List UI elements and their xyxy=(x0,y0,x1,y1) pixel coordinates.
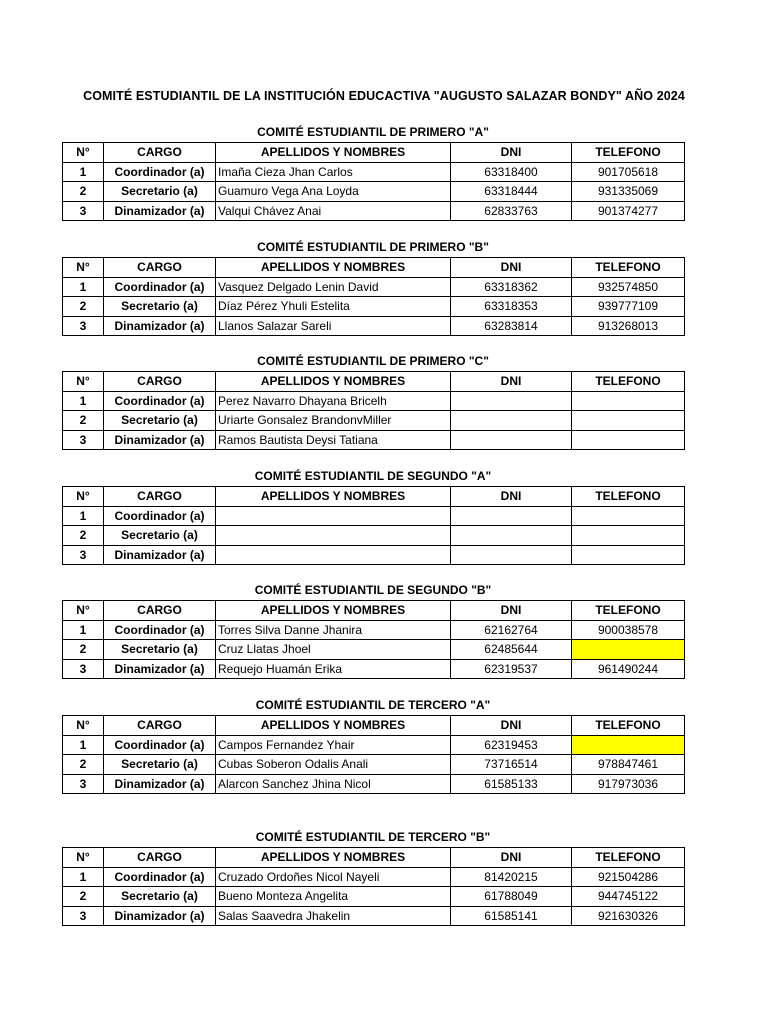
row-number: 3 xyxy=(63,906,104,926)
table-header-row xyxy=(63,848,685,868)
table-row xyxy=(63,659,685,679)
table-row xyxy=(63,545,685,565)
committee-section xyxy=(62,351,684,450)
row-cargo: Coordinador (a) xyxy=(104,506,216,526)
row-telefono xyxy=(572,735,685,755)
row-telefono: 978847461 xyxy=(572,755,685,775)
table-header-row xyxy=(63,372,685,392)
row-number: 1 xyxy=(63,391,104,411)
row-number: 3 xyxy=(63,659,104,679)
table-row xyxy=(63,867,685,887)
row-cargo: Dinamizador (a) xyxy=(104,906,216,926)
table-row xyxy=(63,411,685,431)
header-dni: DNI xyxy=(451,716,572,736)
row-telefono: 921504286 xyxy=(572,867,685,887)
row-dni xyxy=(451,545,572,565)
row-telefono: 917973036 xyxy=(572,774,685,794)
row-cargo: Dinamizador (a) xyxy=(104,774,216,794)
row-dni xyxy=(451,430,572,450)
committee-section xyxy=(62,466,684,565)
header-telefono: TELEFONO xyxy=(572,487,685,507)
row-dni xyxy=(451,526,572,546)
committee-table xyxy=(62,600,685,679)
committee-section xyxy=(62,695,684,794)
header-cargo: CARGO xyxy=(104,143,216,163)
row-telefono: 900038578 xyxy=(572,620,685,640)
row-telefono: 931335069 xyxy=(572,182,685,202)
row-name: Guamuro Vega Ana Loyda xyxy=(216,182,451,202)
document-title: COMITÉ ESTUDIANTIL DE LA INSTITUCIÓN EDUCACTIVA "AUGUSTO SALAZAR BONDY" AÑO 2024 xyxy=(83,89,685,103)
header-name: APELLIDOS Y NOMBRES xyxy=(216,258,451,278)
row-cargo: Coordinador (a) xyxy=(104,735,216,755)
row-cargo: Secretario (a) xyxy=(104,755,216,775)
header-num: N° xyxy=(63,716,104,736)
header-cargo: CARGO xyxy=(104,601,216,621)
table-header-row xyxy=(63,258,685,278)
section-title: COMITÉ ESTUDIANTIL DE PRIMERO "C" xyxy=(257,354,489,368)
row-dni: 73716514 xyxy=(451,755,572,775)
row-name: Requejo Huamán Erika xyxy=(216,659,451,679)
row-telefono: 939777109 xyxy=(572,297,685,317)
committee-table xyxy=(62,847,685,926)
row-dni: 62485644 xyxy=(451,640,572,660)
row-name: Ramos Bautista Deysi Tatiana xyxy=(216,430,451,450)
committee-section xyxy=(62,237,684,336)
row-dni: 62162764 xyxy=(451,620,572,640)
header-dni: DNI xyxy=(451,601,572,621)
table-row xyxy=(63,887,685,907)
row-dni: 61585133 xyxy=(451,774,572,794)
row-name: Perez Navarro Dhayana Bricelh xyxy=(216,391,451,411)
row-cargo: Secretario (a) xyxy=(104,640,216,660)
row-name xyxy=(216,545,451,565)
table-row xyxy=(63,201,685,221)
row-number: 2 xyxy=(63,526,104,546)
row-cargo: Coordinador (a) xyxy=(104,162,216,182)
header-name: APELLIDOS Y NOMBRES xyxy=(216,848,451,868)
row-name xyxy=(216,506,451,526)
table-header-row xyxy=(63,716,685,736)
row-name: Salas Saavedra Jhakelin xyxy=(216,906,451,926)
row-number: 3 xyxy=(63,430,104,450)
row-telefono: 944745122 xyxy=(572,887,685,907)
row-name: Torres Silva Danne Jhanira xyxy=(216,620,451,640)
table-row xyxy=(63,182,685,202)
row-telefono: 913268013 xyxy=(572,316,685,336)
row-dni: 63318362 xyxy=(451,277,572,297)
table-row xyxy=(63,391,685,411)
header-cargo: CARGO xyxy=(104,372,216,392)
row-cargo: Dinamizador (a) xyxy=(104,659,216,679)
table-header-row xyxy=(63,601,685,621)
table-row xyxy=(63,620,685,640)
row-dni: 62319537 xyxy=(451,659,572,679)
header-dni: DNI xyxy=(451,372,572,392)
row-telefono xyxy=(572,411,685,431)
committee-section xyxy=(62,580,684,679)
table-row xyxy=(63,316,685,336)
row-name: Alarcon Sanchez Jhina Nicol xyxy=(216,774,451,794)
section-title: COMITÉ ESTUDIANTIL DE PRIMERO "B" xyxy=(257,240,489,254)
row-number: 3 xyxy=(63,316,104,336)
row-cargo: Dinamizador (a) xyxy=(104,316,216,336)
row-name: Llanos Salazar Sareli xyxy=(216,316,451,336)
row-name: Campos Fernandez Yhair xyxy=(216,735,451,755)
header-cargo: CARGO xyxy=(104,258,216,278)
header-num: N° xyxy=(63,372,104,392)
header-telefono: TELEFONO xyxy=(572,143,685,163)
row-name: Díaz Pérez Yhuli Estelita xyxy=(216,297,451,317)
table-row xyxy=(63,906,685,926)
row-dni: 62319453 xyxy=(451,735,572,755)
committee-table xyxy=(62,486,685,565)
row-number: 3 xyxy=(63,201,104,221)
section-title: COMITÉ ESTUDIANTIL DE SEGUNDO "A" xyxy=(254,469,492,483)
header-telefono: TELEFONO xyxy=(572,848,685,868)
row-telefono: 901705618 xyxy=(572,162,685,182)
row-cargo: Dinamizador (a) xyxy=(104,201,216,221)
row-name: Cruz Llatas Jhoel xyxy=(216,640,451,660)
header-telefono: TELEFONO xyxy=(572,258,685,278)
committee-table xyxy=(62,257,685,336)
row-cargo: Coordinador (a) xyxy=(104,867,216,887)
row-telefono: 901374277 xyxy=(572,201,685,221)
row-number: 2 xyxy=(63,640,104,660)
row-name: Valqui Chávez Anai xyxy=(216,201,451,221)
committee-section xyxy=(62,122,684,221)
row-name: Bueno Monteza Angelita xyxy=(216,887,451,907)
row-number: 1 xyxy=(63,735,104,755)
table-header-row xyxy=(63,487,685,507)
section-title: COMITÉ ESTUDIANTIL DE TERCERO "A" xyxy=(255,698,491,712)
row-telefono xyxy=(572,506,685,526)
committee-section xyxy=(62,827,684,926)
row-dni: 63318444 xyxy=(451,182,572,202)
row-number: 3 xyxy=(63,774,104,794)
committee-table xyxy=(62,371,685,450)
section-title: COMITÉ ESTUDIANTIL DE SEGUNDO "B" xyxy=(254,583,492,597)
table-row xyxy=(63,526,685,546)
header-cargo: CARGO xyxy=(104,848,216,868)
header-cargo: CARGO xyxy=(104,487,216,507)
row-cargo: Secretario (a) xyxy=(104,182,216,202)
table-row xyxy=(63,162,685,182)
row-telefono xyxy=(572,391,685,411)
row-name: Cubas Soberon Odalis Anali xyxy=(216,755,451,775)
header-name: APELLIDOS Y NOMBRES xyxy=(216,601,451,621)
header-num: N° xyxy=(63,601,104,621)
table-row xyxy=(63,297,685,317)
header-dni: DNI xyxy=(451,143,572,163)
row-telefono: 921630326 xyxy=(572,906,685,926)
row-number: 1 xyxy=(63,620,104,640)
row-number: 2 xyxy=(63,411,104,431)
row-cargo: Secretario (a) xyxy=(104,526,216,546)
header-num: N° xyxy=(63,143,104,163)
row-number: 3 xyxy=(63,545,104,565)
row-number: 2 xyxy=(63,755,104,775)
row-telefono xyxy=(572,430,685,450)
row-dni: 61585141 xyxy=(451,906,572,926)
header-dni: DNI xyxy=(451,848,572,868)
row-number: 1 xyxy=(63,162,104,182)
row-dni: 62833763 xyxy=(451,201,572,221)
row-number: 1 xyxy=(63,506,104,526)
header-num: N° xyxy=(63,258,104,278)
row-name: Cruzado Ordoñes Nicol Nayeli xyxy=(216,867,451,887)
row-cargo: Dinamizador (a) xyxy=(104,545,216,565)
row-dni: 61788049 xyxy=(451,887,572,907)
row-cargo: Secretario (a) xyxy=(104,411,216,431)
header-telefono: TELEFONO xyxy=(572,601,685,621)
row-number: 1 xyxy=(63,867,104,887)
table-row xyxy=(63,506,685,526)
row-cargo: Coordinador (a) xyxy=(104,277,216,297)
row-number: 2 xyxy=(63,182,104,202)
row-cargo: Dinamizador (a) xyxy=(104,430,216,450)
row-telefono: 932574850 xyxy=(572,277,685,297)
header-name: APELLIDOS Y NOMBRES xyxy=(216,487,451,507)
row-dni: 63318400 xyxy=(451,162,572,182)
row-dni: 63283814 xyxy=(451,316,572,336)
header-name: APELLIDOS Y NOMBRES xyxy=(216,716,451,736)
row-telefono xyxy=(572,545,685,565)
table-row xyxy=(63,774,685,794)
table-header-row xyxy=(63,143,685,163)
row-number: 2 xyxy=(63,887,104,907)
row-number: 2 xyxy=(63,297,104,317)
header-name: APELLIDOS Y NOMBRES xyxy=(216,372,451,392)
header-telefono: TELEFONO xyxy=(572,372,685,392)
row-number: 1 xyxy=(63,277,104,297)
header-cargo: CARGO xyxy=(104,716,216,736)
row-name: Imaña Cieza Jhan Carlos xyxy=(216,162,451,182)
header-dni: DNI xyxy=(451,487,572,507)
row-cargo: Secretario (a) xyxy=(104,887,216,907)
section-title: COMITÉ ESTUDIANTIL DE TERCERO "B" xyxy=(255,830,491,844)
table-row xyxy=(63,640,685,660)
committee-table xyxy=(62,715,685,794)
row-telefono xyxy=(572,640,685,660)
section-title: COMITÉ ESTUDIANTIL DE PRIMERO "A" xyxy=(257,125,489,139)
row-cargo: Coordinador (a) xyxy=(104,620,216,640)
row-telefono: 961490244 xyxy=(572,659,685,679)
row-telefono xyxy=(572,526,685,546)
header-num: N° xyxy=(63,487,104,507)
row-dni xyxy=(451,391,572,411)
row-name: Vasquez Delgado Lenin David xyxy=(216,277,451,297)
row-cargo: Secretario (a) xyxy=(104,297,216,317)
row-name xyxy=(216,526,451,546)
table-row xyxy=(63,755,685,775)
row-cargo: Coordinador (a) xyxy=(104,391,216,411)
row-dni xyxy=(451,506,572,526)
row-dni: 63318353 xyxy=(451,297,572,317)
row-name: Uriarte Gonsalez BrandonvMiller xyxy=(216,411,451,431)
row-dni: 81420215 xyxy=(451,867,572,887)
header-name: APELLIDOS Y NOMBRES xyxy=(216,143,451,163)
header-dni: DNI xyxy=(451,258,572,278)
header-telefono: TELEFONO xyxy=(572,716,685,736)
table-row xyxy=(63,430,685,450)
table-row xyxy=(63,277,685,297)
table-row xyxy=(63,735,685,755)
committee-table xyxy=(62,142,685,221)
header-num: N° xyxy=(63,848,104,868)
row-dni xyxy=(451,411,572,431)
